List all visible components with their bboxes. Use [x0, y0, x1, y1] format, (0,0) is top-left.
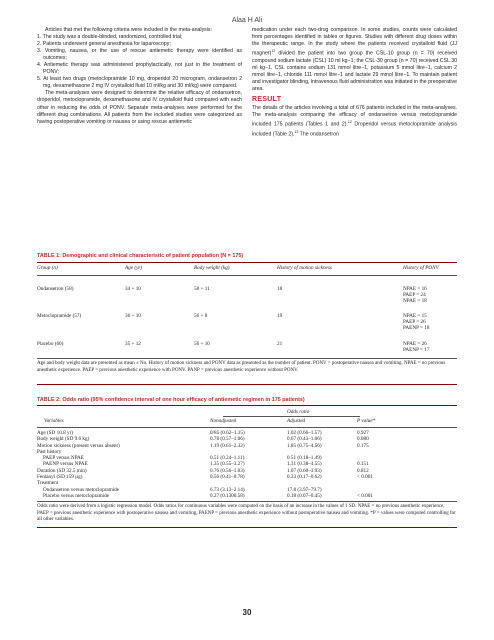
table2-cell-p: < 0.001	[357, 492, 373, 499]
table2-header: Variables	[44, 418, 64, 424]
table2-cell-n: 0.27 (0.1300.58)	[210, 492, 245, 499]
table1-footnote: Age and body weight data are presented as mean ± No. History of motion sickness and PONV data as presented as the number of patient. PONV = postoperative nausea and vomiting. NPAE = no previous anesthetic experience. PAEP = previous anesthetic experience with PONV. PANP = previous anesthetic experience without PONV.	[37, 361, 446, 373]
methods-text: divided the patient into two group the CSL-10 group (n = 70) received compound sodium lactate (CSL) 10 ml kg−1; the CSL-30 group (n = 70) received CSL 30 ml kg−1. CSL contains sodium 131 mmol litre−1, potassium 5 mmol litre−1, calcium 2 mmol litre−1, chloride 111 mmol litre−1 and lactate 29 mmol litre−1. To maintain patient and investigator blinding, intravenous fluid administration was initiated in the preoperative area.	[252, 50, 457, 93]
table2-cell-v: Placebo versus metoclopramide	[43, 492, 109, 499]
table1-cell-ponv: NPAE = 26	[403, 341, 427, 347]
criteria-list	[37, 34, 242, 90]
table2-cell-v: Fentanyl (SD 159 µg)	[37, 474, 83, 481]
table1-cell-motion: 21	[277, 341, 283, 347]
table1-cell-ponv: PAENP = 17	[403, 347, 430, 353]
table1-cell-motion: 18	[277, 286, 283, 292]
criteria-item: 2. Patients underwent general anesthesia for laparoscopy;	[37, 41, 171, 48]
table1-header: Age (yr)	[125, 265, 143, 271]
table-row	[37, 493, 457, 499]
table2-group-header	[37, 409, 457, 415]
table2-title: TABLE 2: Odds ratio (95% confidence interval of one hour efficacy of antiemetic regimen in 175 patients)	[37, 397, 305, 403]
table1-header: History of PONV	[403, 265, 439, 271]
table1-end-rule	[37, 384, 457, 385]
table1-bottom-rule	[37, 358, 457, 359]
table1-cell-age: 36 + 10	[125, 313, 141, 319]
table2-cell-v: PAENP versus NPAE	[43, 461, 88, 468]
result-text: The ondansetron	[298, 131, 339, 138]
table1-cell-motion: 19	[277, 313, 283, 319]
table2-cell-v: PAEP versus NPAE	[43, 455, 84, 462]
result-text: The details of the articles involving a total of 676 patients included in the meta-analyses. The meta-analysis comparing the efficacy of ondansetron versus metoclopramide included 175 patients (Tables 1 and 2).	[252, 105, 457, 129]
criteria-item: 1. The study was a double-blinded, randomized, controlled trial;	[37, 34, 183, 41]
table2-cell-v: Motion sickness (present versus absent)	[37, 442, 120, 449]
table1-cell-age: 35 + 12	[125, 341, 141, 347]
left-column	[37, 27, 242, 126]
table2-cell-n: 1.35 (0.55–3.27)	[210, 461, 245, 468]
table2-cell-n: 0.51 (0.24–1.11)	[210, 455, 245, 462]
citation: 12	[271, 49, 276, 54]
table2-cell-a: 17.8 (3.97–79.7)	[287, 486, 322, 493]
result-heading: RESULT	[252, 96, 282, 104]
table2-odds-header: Odds ratio	[287, 409, 310, 415]
citation: 13	[294, 130, 299, 135]
table2-subheader-rule	[223, 416, 360, 417]
table1-cell-ponv: NPAE = 15	[403, 313, 427, 319]
table1-cell-ponv: NPAE = 16	[403, 286, 427, 292]
result-paragraph	[252, 105, 457, 139]
table1-cell-ponv: PAEP = 26	[403, 319, 426, 325]
table2-header-row	[37, 418, 457, 424]
table2-footnote: Odds ratio were derived from a logistic regression model. Odds ratios for continuous variables were computed on the basis of an increase in the values of 1 SD. NPAE = no previous anesthetic experience, PAEP = previous anesthetic experience with postoperative nausea and vomiting, PAENP = previous anesthetic experience without postoperative nausea and vomiting. *P = values were computed controlling for all other variables.	[37, 504, 456, 523]
table2-cell-n: 6.73 (3.13–2.14)	[210, 486, 245, 493]
table1-title: TABLE 1: Demographic and clinical characteristic of patient population (N = 175)	[37, 253, 244, 259]
table2-cell-a: 0.33 (0.17–0.62)	[287, 474, 322, 481]
table2-cell-p: < 0.001	[357, 474, 373, 481]
table2-cell-p: 0.151	[357, 461, 369, 468]
table1-cell-ponv: NPAE = 18	[403, 298, 427, 304]
table-row	[37, 286, 457, 304]
methods-paragraph: The meta-analyses were designed to determine the relative efficacy of ondansetron, droperidol, metoclopramide, dexamethasone and IV crystalloid fluid compared with each other in reducing the odds of PONV. Separate meta-analyses were performed for the different drug combinations. All patients from the included studies were categorized as having postoperative vomiting or nausea or using rescue antiemetic	[37, 90, 242, 125]
criteria-item: 5. At least two drugs (metoclopramide 10 mg, droperidol 20 microgram, ondansetron 2 mg, dexamethasone 2 mg IV crystalloid fluid 10 ml/kg and 30 ml/kg) were compared.	[37, 76, 242, 90]
page-number: 30	[242, 608, 252, 617]
table1-cell-ponv: PAEP = 24	[403, 292, 426, 298]
table1-cell-weight: 56 + 10	[194, 341, 210, 347]
table2-top-rule	[37, 405, 457, 406]
table2-end-rule	[37, 527, 457, 528]
table2-cell-v: Age (SD 10.8 yr)	[37, 430, 74, 436]
table2-cell-n: 1.19 (0.61–2.32)	[210, 442, 245, 449]
table2-header-rule	[37, 427, 457, 428]
table1-cell-ponv: PAENP = 18	[403, 325, 430, 331]
methods-continued	[252, 27, 457, 93]
table1-header-rule	[37, 275, 457, 276]
table2-cell-v: Ondansetron versus metoclopramide	[43, 486, 120, 493]
table2-cell-a: 1.31 (0.38–4.55)	[287, 461, 322, 468]
table1-cell-age: 34 + 10	[125, 286, 141, 292]
table1-header: Body weight (kg)	[194, 265, 230, 271]
table2-cell-a: 0.51 (0.18–1.49)	[287, 455, 322, 462]
table2-cell-p: 0.175	[357, 442, 369, 449]
table2-cell-p: 0.927	[357, 430, 369, 436]
table2-cell-v: Past history	[37, 448, 62, 455]
result-text: Droperidol versus metoclopramide analysis included (Table 2).	[252, 122, 457, 138]
table1-header: History of motion sickness	[277, 265, 332, 271]
table2-cell-v: Body weight (SD 9.6 kg)	[37, 436, 90, 443]
table1-cell-weight: 58 + 11	[194, 286, 210, 292]
criteria-item: 4. Antiemetic therapy was administered prophylactically, not just in the treatment of PONV;	[37, 62, 242, 76]
table2-cell-a: 1.85 (0.75–4.56)	[287, 442, 322, 449]
table2-cell-p: 0.080	[357, 436, 369, 443]
table2-cell-v: Duration (SD 32.5 min)	[37, 467, 87, 474]
table2-cell-n: 0.76 (0.56–1.03)	[210, 467, 245, 474]
table1-cell-group: Placebo (60)	[37, 341, 64, 347]
criteria-item: 3. Vomiting, nausea, or the use of rescue antiemetic therapy were identified as outcomes;	[37, 48, 242, 62]
table1-cell-group: Metoclopramide (57)	[37, 313, 82, 319]
right-column	[252, 27, 457, 139]
table2-header: P value*	[357, 418, 376, 424]
table2-cell-n: 0/85 (0.62–1.15)	[210, 430, 245, 436]
criteria-intro: Articles that met the following criteria were included in the meta-analysis:	[45, 27, 212, 33]
table2-cell-a: 0.18 (0.07–0.45)	[287, 492, 322, 499]
citation: 12	[347, 120, 352, 125]
table1-cell-weight: 56 + 8	[194, 313, 208, 319]
table2-cell-p: 0.812	[357, 467, 369, 474]
table2-cell-n: 0.56 (0.41–0.78)	[210, 474, 245, 481]
table2-cell-a: 0.67 (0.43–1.06)	[287, 436, 322, 443]
methods-text: medication under each two-drug comparison. In some studies, counts were calculated from percentages identified in tables or figures. Studies with different drug doses within the therapeutic range. In the study where the patients received crystalloid fluid (JJ magner)	[252, 27, 457, 57]
table-row	[37, 313, 457, 331]
running-header: Alaa H Ali	[231, 17, 263, 24]
table2-cell-a: 1.07 (0.60–1.93)	[287, 467, 322, 474]
table2-bottom-rule	[37, 501, 457, 502]
table1-header: Group (n)	[37, 265, 58, 271]
table1-header-row	[37, 265, 457, 271]
table2-header: Nonadjusted	[210, 418, 237, 424]
table2-body	[37, 430, 457, 499]
table2-cell-v: Treatment	[37, 480, 59, 487]
table-row	[37, 341, 457, 353]
table1-top-rule	[37, 262, 457, 263]
table2-cell-a: 1.02 (0.66–1.57)	[287, 430, 322, 436]
table2-cell-n: 0.78 (0.57–1.06)	[210, 436, 245, 443]
table2-header: Adjusted	[287, 418, 306, 424]
table1-cell-group: Ondansetron (58)	[37, 286, 74, 292]
